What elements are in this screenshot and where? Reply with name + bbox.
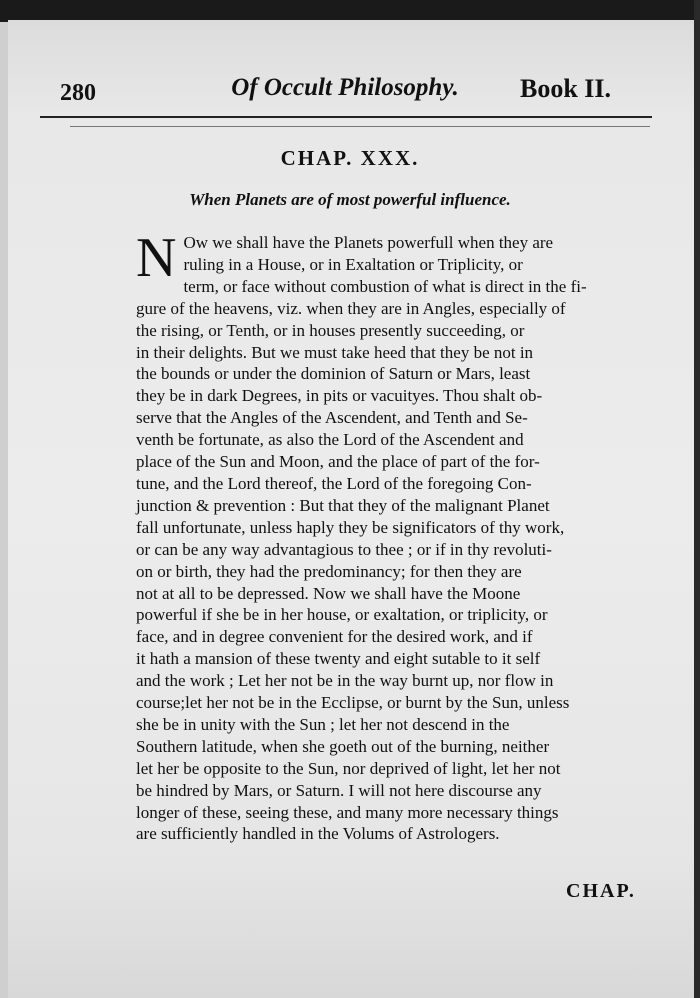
body-line: let her be opposite to the Sun, nor deprived of light, let her not: [136, 758, 561, 778]
body-text: [136, 227, 628, 845]
body-line: are sufficiently handled in the Volums of Astrologers.: [136, 824, 500, 844]
body-line: or can be any way advantagious to thee ; or if in thy revoluti-: [136, 539, 552, 559]
body-line: ruling in a House, or in Exaltation or Triplicity, or: [183, 254, 523, 274]
body-line: place of the Sun and Moon, and the place of part of the for-: [136, 452, 540, 472]
body-line: term, or face without combustion of what is direct in the fi-: [183, 276, 587, 296]
body-line: face, and in degree convenient for the desired work, and if: [136, 627, 533, 647]
chapter-heading: CHAP. XXX.: [280, 146, 420, 170]
chapter-subtitle: When Planets are of most powerful influence.: [189, 190, 511, 209]
body-line: junction & prevention : But that they of the malignant Planet: [136, 495, 550, 515]
body-line: the bounds or under the dominion of Saturn or Mars, least: [136, 364, 531, 384]
body-line: on or birth, they had the predominancy; for then they are: [136, 561, 522, 581]
body-line: not at all to be depressed. Now we shall have the Moone: [136, 583, 521, 603]
body-line: Ow we shall have the Planets powerfull when they are: [183, 233, 554, 252]
body-line: powerful if she be in her house, or exaltation, or triplicity, or: [136, 605, 548, 625]
body-line: be hindred by Mars, or Saturn. I will not here discourse any: [136, 780, 542, 800]
body-line: the rising, or Tenth, or in houses presently succeeding, or: [136, 320, 525, 340]
body-line: it hath a mansion of these twenty and eight sutable to it self: [136, 649, 541, 669]
body-line: in their delights. But we must take heed that they be not in: [136, 342, 534, 362]
body-line: serve that the Angles of the Ascendent, and Tenth and Se-: [136, 408, 528, 428]
drop-cap: N: [136, 227, 177, 289]
header-rule: [40, 116, 652, 118]
body-line: she be in unity with the Sun ; let her not descend in the: [136, 714, 510, 734]
body-line: Southern latitude, when she goeth out of the burning, neither: [136, 736, 550, 756]
book-label: Book II.: [520, 74, 612, 103]
catchword: CHAP.: [566, 880, 636, 902]
body-line: gure of the heavens, viz. when they are in Angles, especially of: [136, 298, 566, 318]
body-line: longer of these, seeing these, and many more necessary things: [136, 802, 559, 822]
page-number: 280: [60, 80, 96, 106]
running-title: Of Occult Philosophy.: [231, 74, 459, 101]
body-line: they be in dark Degrees, in pits or vacuityes. Thou shalt ob-: [136, 386, 543, 406]
body-line: tune, and the Lord thereof, the Lord of the foregoing Con-: [136, 473, 532, 493]
body-line: course;let her not be in the Ecclipse, or burnt by the Sun, unless: [136, 693, 570, 713]
body-line: venth be fortunate, as also the Lord of the Ascendent and: [136, 430, 524, 450]
body-line: and the work ; Let her not be in the way burnt up, nor flow in: [136, 671, 554, 691]
body-line: fall unfortunate, unless haply they be significators of thy work,: [136, 517, 565, 537]
header-rule-thin: [70, 126, 650, 127]
scan-top-border: [0, 0, 700, 22]
